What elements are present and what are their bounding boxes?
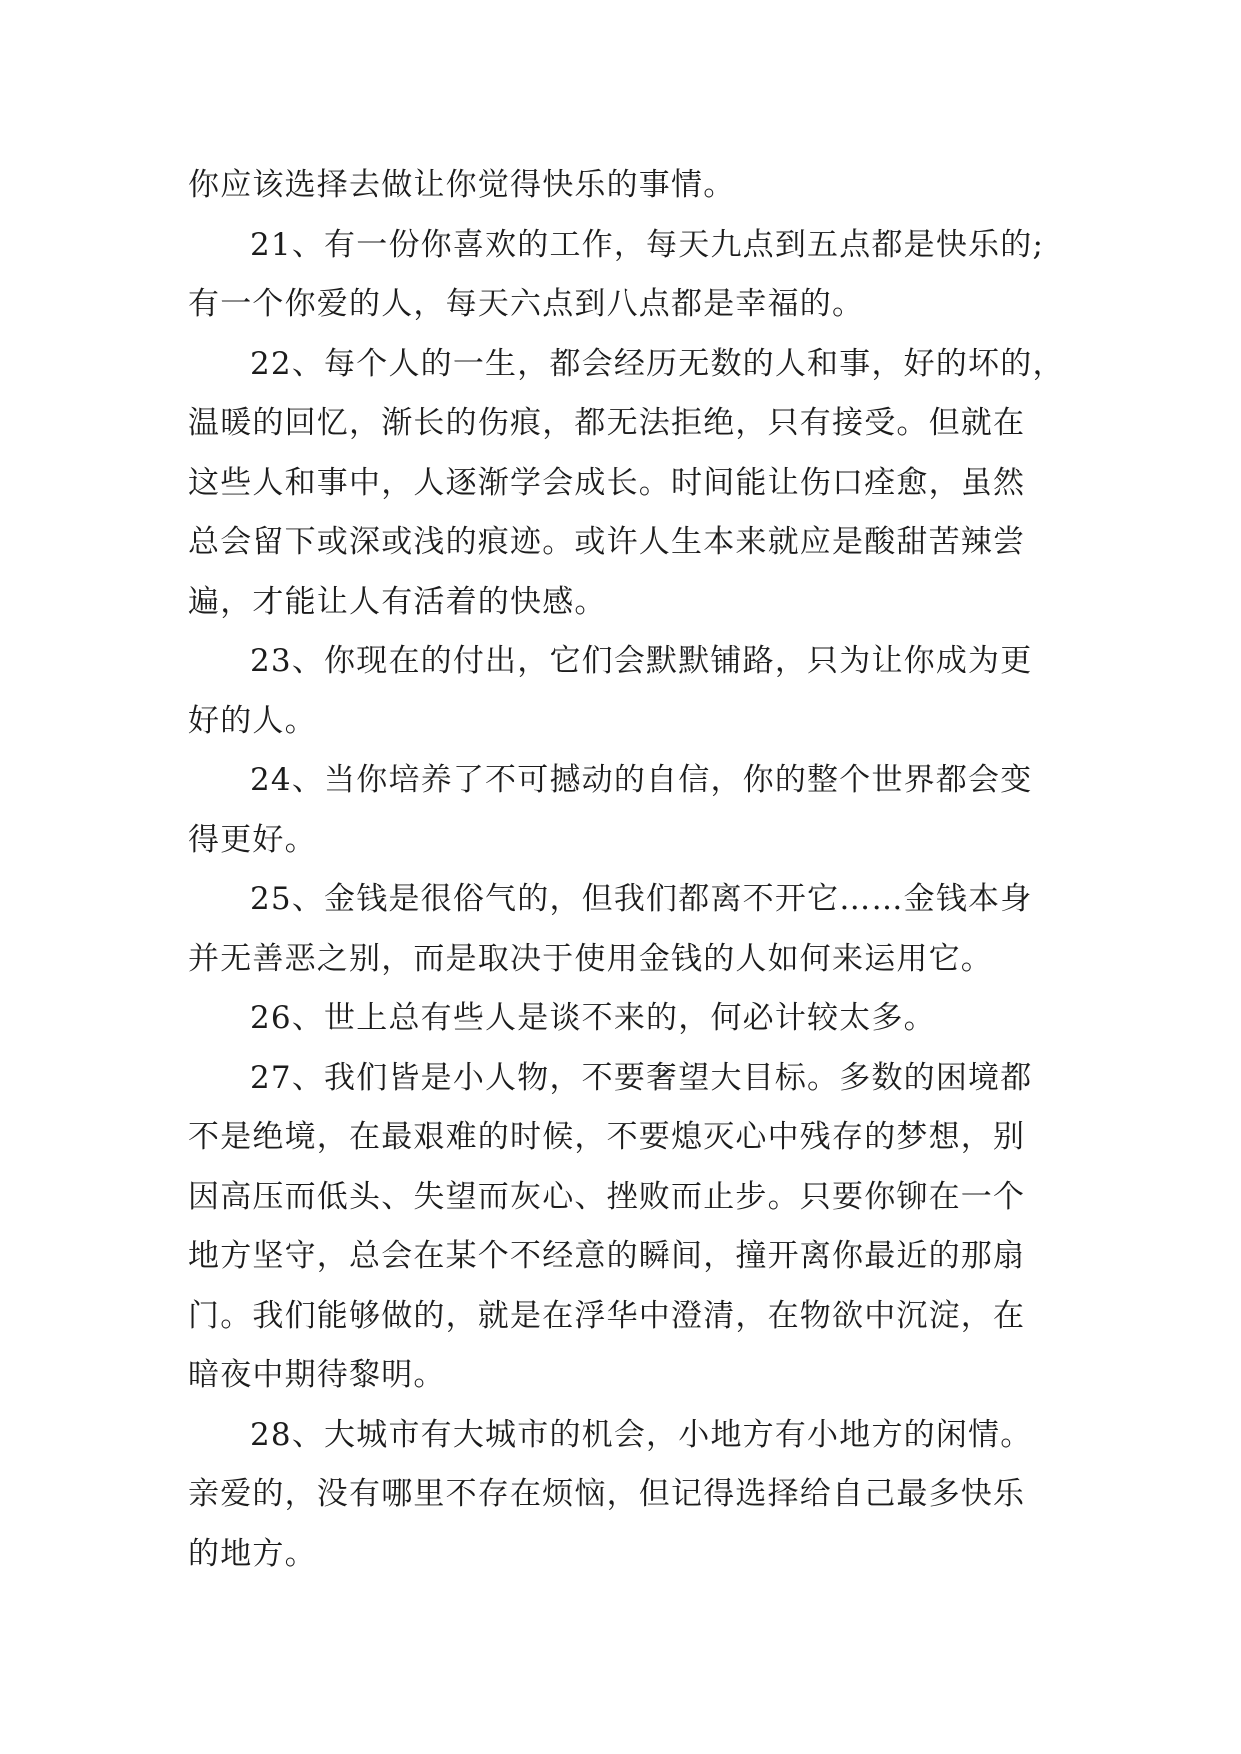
text-line: 暗夜中期待黎明。 (188, 1357, 446, 1393)
text-line: 门。我们能够做的，就是在浮华中澄清，在物欲中沉淀，在 (188, 1297, 1026, 1334)
text-line: 24、当你培养了不可撼动的自信，你的整个世界都会变 (250, 762, 1033, 798)
paragraph (188, 1049, 1068, 1406)
paragraph (188, 156, 1068, 216)
text-line: 22、每个人的一生，都会经历无数的人和事，好的坏的， (250, 345, 1065, 382)
text-line: 总会留下或深或浅的痕迹。或许人生本来就应是酸甜苦辣尝 (188, 524, 1026, 560)
text-line: 这些人和事中，人逐渐学会成长。时间能让伤口痊愈，虽然 (188, 464, 1026, 501)
text-line: 遍，才能让人有活着的快感。 (188, 583, 607, 620)
text-line: 地方坚守，总会在某个不经意的瞬间，撞开离你最近的那扇 (188, 1238, 1026, 1274)
text-line: 不是绝境，在最艰难的时候，不要熄灭心中残存的梦想，别 (188, 1119, 1026, 1155)
text-line: 温暖的回忆，渐长的伤痕，都无法拒绝，只有接受。但就在 (188, 405, 1026, 441)
paragraph (188, 335, 1068, 633)
text-line: 好的人。 (188, 702, 317, 739)
text-line: 23、你现在的付出，它们会默默铺路，只为让你成为更 (250, 643, 1033, 679)
text-line: 25、金钱是很俗气的，但我们都离不开它……金钱本身 (250, 881, 1033, 917)
text-line: 你应该选择去做让你觉得快乐的事情。 (188, 167, 736, 203)
text-line: 因高压而低头、失望而灰心、挫败而止步。只要你铆在一个 (188, 1178, 1026, 1215)
text-line: 亲爱的，没有哪里不存在烦恼，但记得选择给自己最多快乐 (188, 1476, 1026, 1512)
paragraph (188, 751, 1068, 870)
paragraph (188, 870, 1068, 989)
paragraph (188, 632, 1068, 751)
text-line: 27、我们皆是小人物，不要奢望大目标。多数的困境都 (250, 1059, 1033, 1096)
document-body (188, 156, 1068, 1584)
text-line: 并无善恶之别，而是取决于使用金钱的人如何来运用它。 (188, 940, 993, 977)
paragraph (188, 989, 1068, 1049)
paragraph (188, 216, 1068, 335)
text-line: 的地方。 (188, 1535, 317, 1572)
text-line: 有一个你爱的人，每天六点到八点都是幸福的。 (188, 286, 865, 322)
text-line: 21、有一份你喜欢的工作，每天九点到五点都是快乐的; (250, 226, 1045, 263)
paragraph (188, 1406, 1068, 1585)
text-line: 得更好。 (188, 821, 317, 858)
text-line: 28、大城市有大城市的机会，小地方有小地方的闲情。 (250, 1416, 1033, 1453)
text-line: 26、世上总有些人是谈不来的，何必计较太多。 (250, 1000, 936, 1036)
